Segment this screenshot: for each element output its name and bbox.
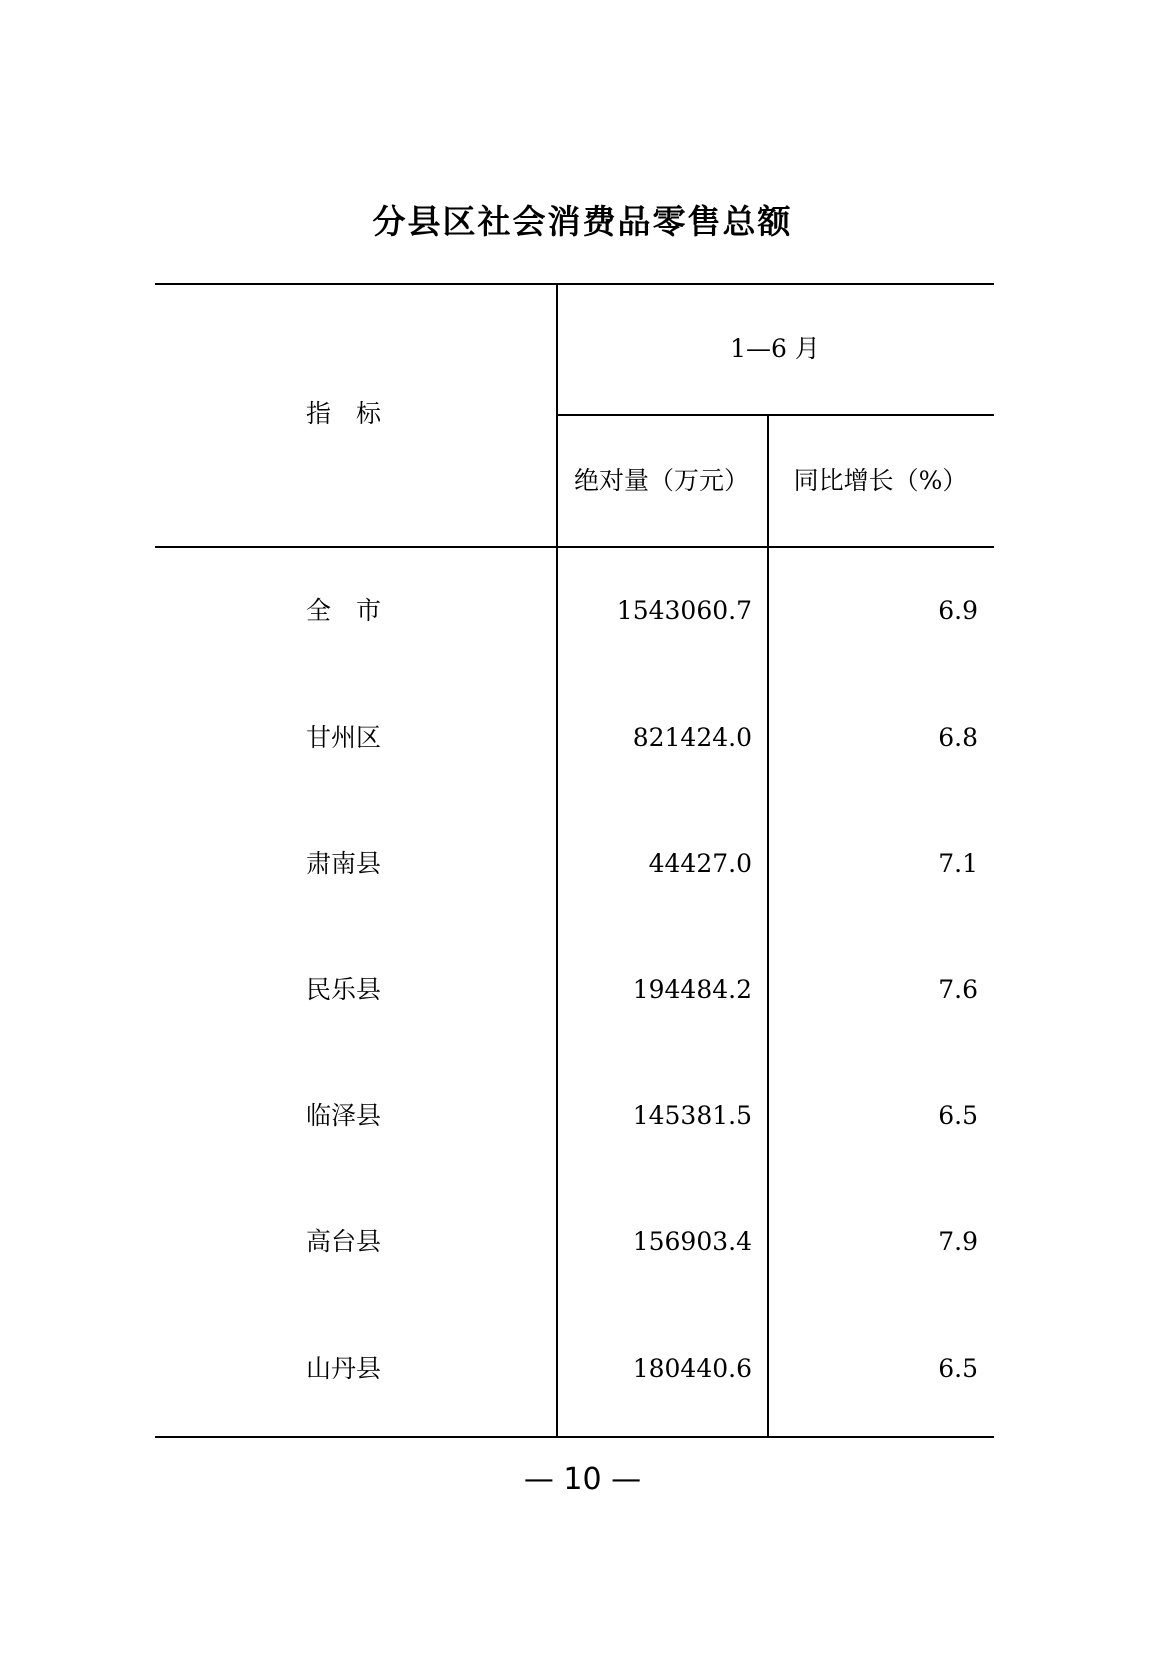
column-divider-2 — [767, 414, 769, 1437]
row-value: 156903.4 — [632, 1227, 752, 1256]
row-name: 高台县 — [306, 1227, 382, 1256]
row-value: 1543060.7 — [616, 596, 752, 625]
row-growth: 6.5 — [938, 1354, 978, 1383]
row-name: 全 市 — [306, 596, 382, 625]
header-bottom-rule — [155, 546, 994, 548]
row-growth: 7.1 — [938, 849, 978, 878]
header-indicator: 指 标 — [306, 399, 382, 428]
row-name: 临泽县 — [306, 1101, 382, 1130]
row-name: 民乐县 — [306, 975, 382, 1004]
row-name: 山丹县 — [306, 1354, 382, 1383]
row-growth: 6.8 — [938, 723, 978, 752]
row-name: 甘州区 — [306, 723, 382, 752]
row-value: 180440.6 — [632, 1354, 752, 1383]
row-value: 145381.5 — [632, 1101, 752, 1130]
row-growth: 7.9 — [938, 1227, 978, 1256]
page-title: 分县区社会消费品零售总额 — [372, 202, 793, 241]
table-bottom-rule — [155, 1436, 994, 1438]
header-absolute-value: 绝对量（万元） — [573, 466, 749, 495]
header-yoy-growth: 同比增长（%） — [793, 466, 968, 495]
row-growth: 7.6 — [938, 975, 978, 1004]
row-value: 821424.0 — [632, 723, 752, 752]
row-name: 肃南县 — [306, 849, 382, 878]
page-number: — 10 — — [523, 1462, 642, 1497]
header-period: 1—6 月 — [730, 334, 820, 363]
row-growth: 6.5 — [938, 1101, 978, 1130]
row-growth: 6.9 — [938, 596, 978, 625]
row-value: 194484.2 — [632, 975, 752, 1004]
row-value: 44427.0 — [648, 849, 752, 878]
header-period-rule — [556, 414, 994, 416]
table-top-rule — [155, 283, 994, 285]
